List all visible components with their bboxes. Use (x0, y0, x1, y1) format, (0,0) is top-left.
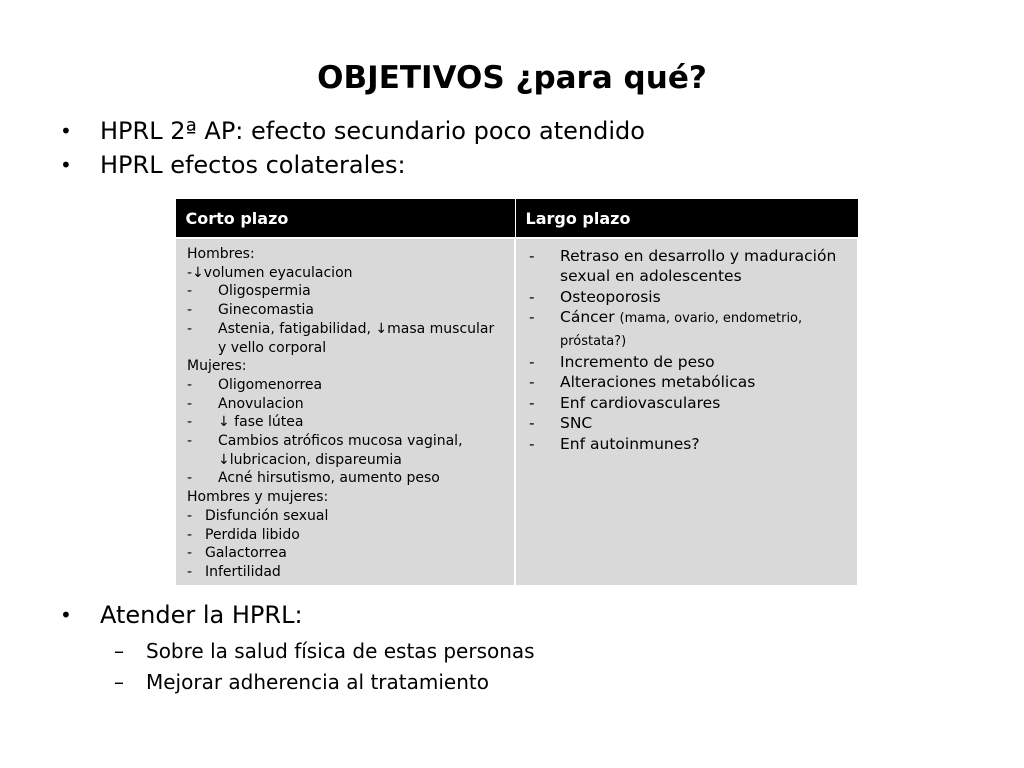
list-item: - Acné hirsutismo, aumento peso (187, 470, 440, 487)
list-item: - Cambios atróficos mucosa vaginal, ↓lubricacion, dispareumia (187, 433, 463, 468)
list-item: - Galactorrea (187, 545, 287, 562)
header-corto-plazo: Corto plazo (175, 199, 515, 239)
women-heading: Mujeres: (187, 358, 247, 375)
effects-table (174, 198, 859, 587)
cancer-label: Cáncer (560, 308, 615, 327)
list-item: - SNC (529, 414, 593, 433)
list-item: - Incremento de peso (529, 353, 715, 372)
header-largo-plazo: Largo plazo (515, 199, 858, 239)
list-item: - Oligomenorrea (187, 376, 323, 393)
bullet-hprl-efectos: • HPRL efectos colaterales: (58, 148, 988, 182)
top-bullet-list (58, 114, 988, 182)
sub-bullet-adherencia: – Mejorar adherencia al tratamiento (114, 667, 974, 698)
list-item: - Retraso en desarrollo y maduración sexual en adolescentes (529, 247, 837, 286)
list-item: - Alteraciones metabólicas (529, 373, 756, 392)
list-item: - Astenia, fatigabilidad, ↓masa muscular y vello corporal (187, 320, 495, 356)
slide-title: OBJETIVOS ¿para qué? (317, 60, 707, 96)
sub-bullet-salud: – Sobre la salud física de estas personas (114, 636, 974, 667)
bullet-hprl-2ap: • HPRL 2ª AP: efecto secundario poco atendido (58, 114, 988, 148)
list-item: - Disfunción sexual (187, 507, 329, 524)
bottom-bullet-list (58, 598, 988, 632)
long-term-cell (515, 238, 858, 586)
list-item: - Infertilidad (187, 563, 281, 580)
list-item: - Enf autoinmunes? (529, 434, 700, 453)
men-first-item: -↓volumen eyaculacion (187, 264, 353, 281)
short-term-cell (175, 238, 515, 586)
sub-bullet-list (114, 636, 974, 698)
list-item: - Anovulacion (187, 395, 304, 412)
list-item: - Perdida libido (187, 526, 300, 543)
list-item: - Osteoporosis (529, 287, 661, 306)
men-heading: Hombres: (187, 246, 255, 262)
list-item: - Cáncer (mama, ovario, endometrio, próstata?) (529, 308, 803, 349)
cancer-note: (mama, ovario, endometrio, próstata?) (560, 311, 803, 349)
both-heading: Hombres y mujeres: (187, 489, 329, 506)
list-item: - Ginecomastia (187, 302, 314, 319)
bullet-atender-hprl: • Atender la HPRL: (58, 598, 988, 632)
list-item: - Oligospermia (187, 283, 311, 300)
list-item: - ↓ fase lútea (187, 414, 304, 431)
list-item: - Enf cardiovasculares (529, 393, 721, 412)
